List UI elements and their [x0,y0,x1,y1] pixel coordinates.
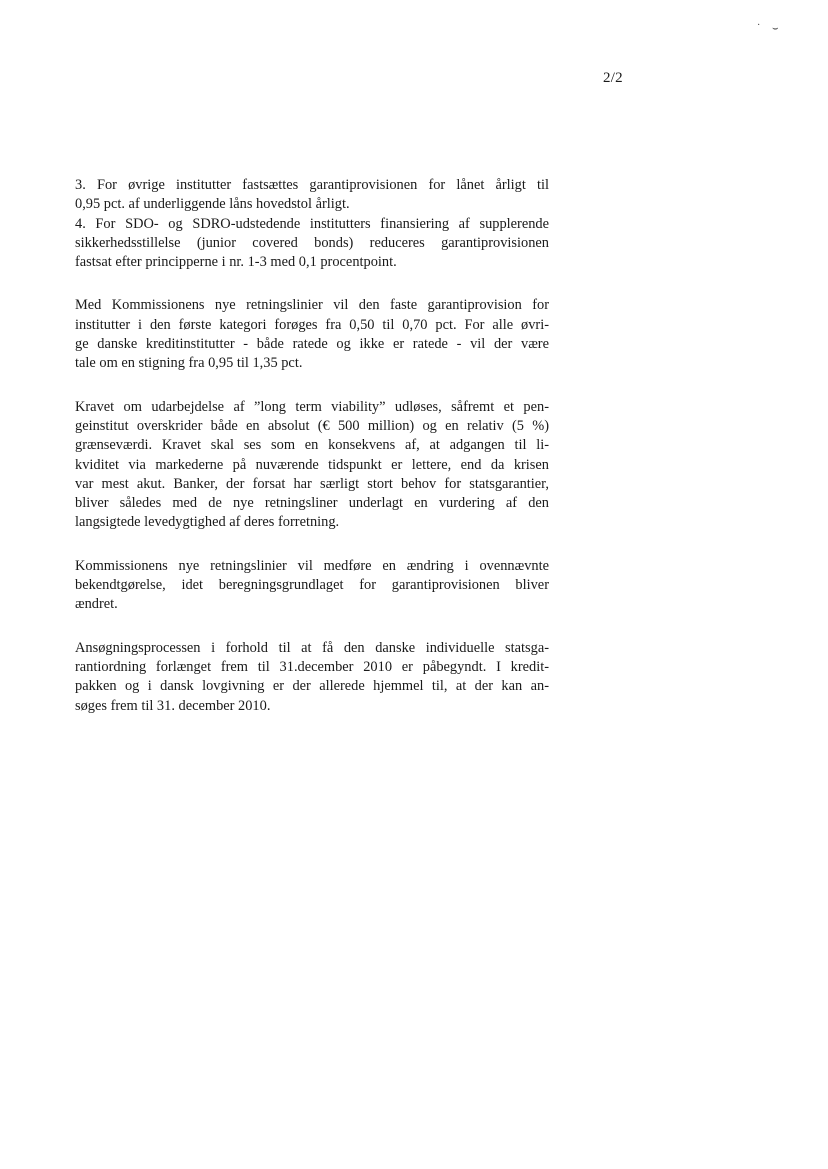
page-number: 2/2 [603,70,623,86]
text-line: tale om en stigning fra 0,95 til 1,35 pct. [75,355,303,372]
text-line: Kravet om udarbejdelse af ”long term viability” udløses, såfremt et pen- [75,398,549,415]
scan-mark: ⌣ [772,23,779,34]
paragraph-executive-order-change [75,557,549,615]
text-line: 4. For SDO- og SDRO-udstedende institutters finansiering af supplerende [75,215,549,232]
text-line: pakken og i dansk lovgivning er der allerede hjemmel til, at der kan an- [75,678,549,695]
paragraph-guarantee-rules [75,176,549,272]
text-line: grænseværdi. Kravet skal ses som en konsekvens af, at adgangen til li- [75,437,549,454]
text-line: Kommissionens nye retningslinier vil medføre en ændring i ovennævnte [75,557,549,574]
text-line: institutter i den første kategori forøges fra 0,50 til 0,70 pct. For alle øvri- [75,316,549,333]
paragraph-commission-guidelines [75,296,549,373]
text-line: 0,95 pct. af underliggende låns hovedstol årligt. [75,196,350,213]
text-line: Ansøgningsprocessen i forhold til at få den danske individuelle statsga- [75,639,549,656]
text-line: bekendtgørelse, idet beregningsgrundlaget for garantiprovisionen bliver [75,577,549,594]
text-line: søges frem til 31. december 2010. [75,697,271,714]
text-line: ændret. [75,596,118,613]
text-line: kviditet via markederne på nuværende tidspunkt er lettere, end da krisen [75,456,549,473]
text-line: langsigtede levedygtighed af deres forretning. [75,514,340,531]
paragraph-application-process [75,639,549,716]
text-line: sikkerhedsstillelse (junior covered bonds) reduceres garantiprovisionen [75,234,549,251]
text-line: var mest akut. Banker, der forsat har særligt stort behov for statsgarantier, [75,475,549,492]
text-line: Med Kommissionens nye retningslinier vil den faste garantiprovision for [75,297,549,314]
text-line: 3. For øvrige institutter fastsættes garantiprovisionen for lånet årligt til [75,177,549,193]
scan-mark: · [757,20,761,31]
text-line: geinstitut overskrider både en absolut (€ 500 million) og en relativ (5 %) [75,417,549,434]
document-body [75,176,549,716]
text-line: rantiordning forlænget frem til 31.december 2010 er påbegyndt. I kredit- [75,658,549,675]
text-line: fastsat efter principperne i nr. 1-3 med 0,1 procentpoint. [75,254,397,271]
text-line: bliver således med de nye retningsliner underlagt en vurdering af den [75,495,549,512]
paragraph-long-term-viability [75,398,549,533]
text-line: ge danske kreditinstitutter - både ratede og ikke er ratede - vil der være [75,336,549,353]
